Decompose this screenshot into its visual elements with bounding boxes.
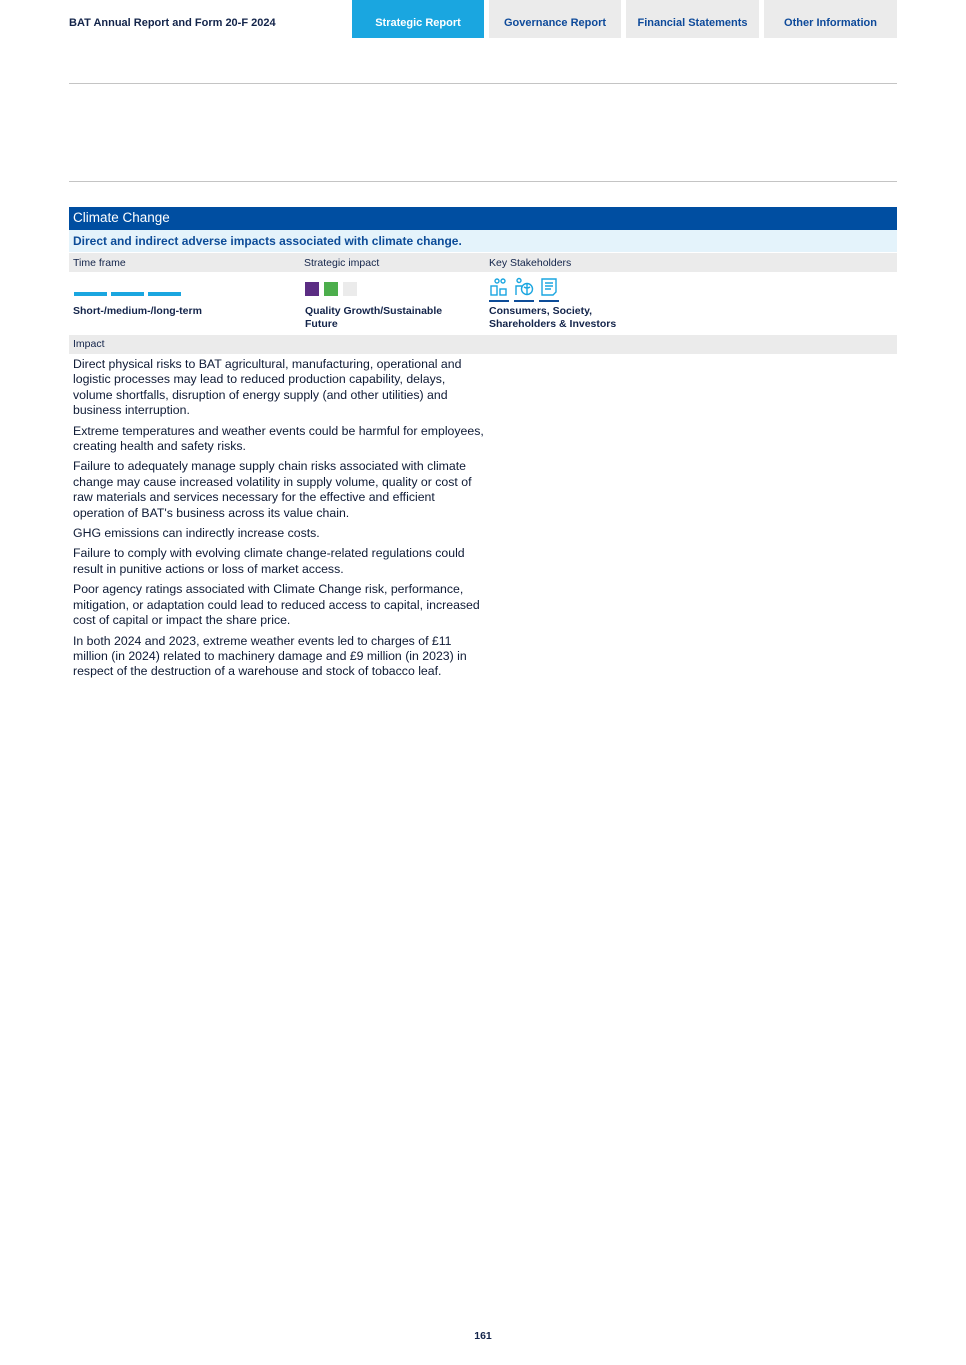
divider-top (69, 83, 897, 84)
time-frame-value: Short-/medium-/long-term (73, 305, 202, 317)
impact-paragraph: Extreme temperatures and weather events could be harmful for employees, creating health and safety risks. (73, 423, 484, 454)
quality-growth-square (305, 282, 319, 296)
tab-other-information[interactable]: Other Information (764, 0, 897, 38)
time-frame-label: Time frame (73, 257, 126, 269)
tab-governance-report[interactable]: Governance Report (489, 0, 621, 38)
key-stakeholders-value: Consumers, Society, Shareholders & Investors (489, 305, 617, 330)
tab-financial-statements[interactable]: Financial Statements (626, 0, 759, 38)
inactive-square (343, 282, 357, 296)
consumers-icon (489, 277, 509, 302)
tab-strategic-report[interactable]: Strategic Report (352, 0, 484, 38)
medium-term-bar (111, 292, 144, 296)
society-icon (514, 277, 534, 302)
strategic-impact-indicator (305, 282, 362, 300)
risk-meta-header (69, 253, 897, 272)
impact-paragraph: Direct physical risks to BAT agricultural, manufacturing, operational and logistic processes may lead to reduced production capability, delays, volume shortfalls, disruption of energy supply (and other utilities) and business interruption. (73, 357, 462, 418)
sustainable-future-square (324, 282, 338, 296)
document-title: BAT Annual Report and Form 20-F 2024 (69, 17, 276, 29)
risk-description: Direct and indirect adverse impacts associated with climate change. (69, 230, 897, 252)
impact-text (73, 357, 485, 685)
impact-paragraph: Failure to comply with evolving climate change-related regulations could result in punitive actions or loss of market access. (73, 546, 465, 576)
short-term-bar (74, 292, 107, 296)
impact-paragraph: In both 2024 and 2023, extreme weather events led to charges of £11 million (in 2024) related to machinery damage and £9 million (in 2023) in respect of the destruction of a warehouse and stock of tobacco leaf. (73, 633, 467, 679)
page-number: 161 (474, 1330, 492, 1342)
impact-label: Impact (69, 335, 897, 354)
impact-paragraph: Poor agency ratings associated with Climate Change risk, performance, mitigation, or adaptation could lead to reduced access to capital, increased cost of capital or impact the share price. (73, 582, 480, 628)
long-term-bar (148, 292, 181, 296)
impact-paragraph: GHG emissions can indirectly increase costs. (73, 526, 320, 541)
strategic-impact-value: Quality Growth/Sustainable Future (305, 305, 443, 330)
risk-title: Climate Change (69, 207, 897, 230)
strategic-impact-label: Strategic impact (304, 257, 380, 269)
shareholders-investors-icon (539, 277, 559, 302)
divider-bottom (69, 181, 897, 182)
stakeholder-icons (489, 277, 559, 302)
impact-paragraph: Failure to adequately manage supply chain risks associated with climate change may cause increased volatility in supply volume, quality or cost of raw materials and services necessary for the effective and efficient operation of BAT's business across its value chain. (73, 459, 472, 520)
key-stakeholders-label: Key Stakeholders (489, 257, 572, 269)
